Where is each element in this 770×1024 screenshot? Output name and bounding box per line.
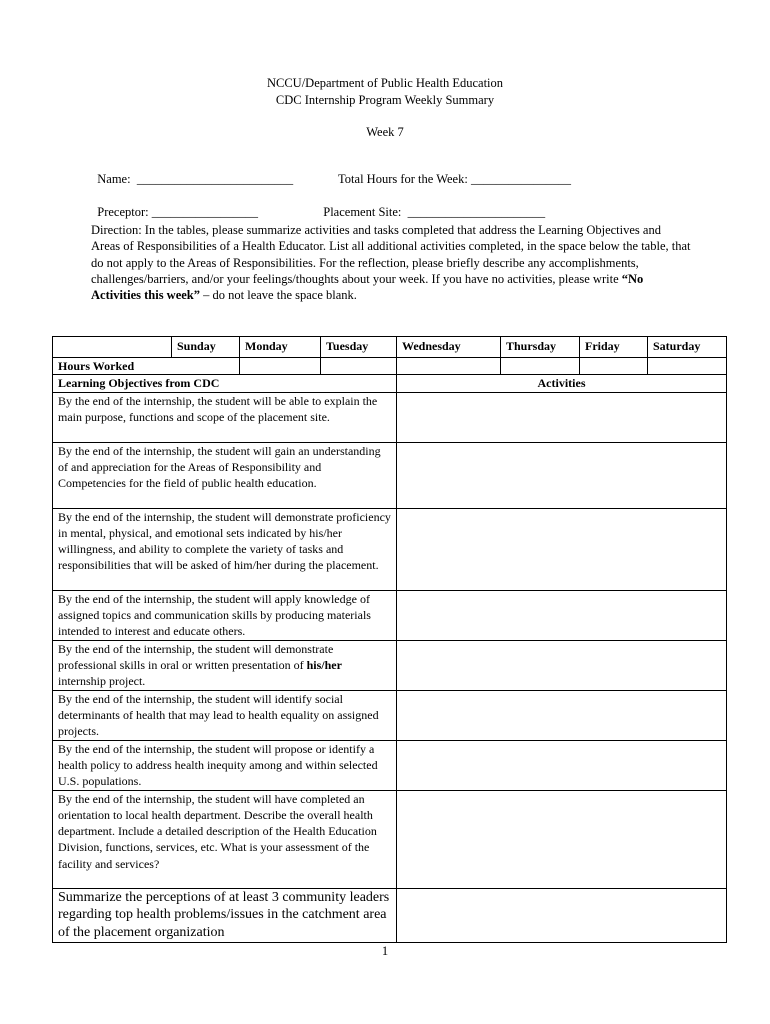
placement-site-blank[interactable]: ______________________ bbox=[407, 205, 546, 219]
objective-5-start: By the end of the internship, the student will demonstrate professional skills in oral or written presentation of bbox=[58, 641, 334, 672]
weekly-summary-table bbox=[52, 336, 727, 943]
name-field[interactable] bbox=[91, 157, 293, 187]
day-sunday: Sunday bbox=[172, 337, 240, 358]
header-line-2: CDC Internship Program Weekly Summary bbox=[275, 93, 495, 107]
activities-cell-7[interactable] bbox=[397, 740, 727, 790]
activities-cell-3[interactable] bbox=[397, 508, 727, 590]
objectives-header-row bbox=[53, 375, 727, 392]
hours-worked-label: Hours Worked bbox=[53, 358, 240, 375]
activities-cell-2[interactable] bbox=[397, 442, 727, 508]
objective-1: By the end of the internship, the student will be able to explain the main purpose, functions and scope of the placement site. bbox=[53, 392, 397, 442]
days-header-row bbox=[53, 337, 727, 358]
preceptor-blank[interactable]: _________________ bbox=[151, 205, 258, 219]
hours-tuesday-cell[interactable] bbox=[321, 358, 397, 375]
preceptor-field[interactable] bbox=[91, 190, 258, 220]
objective-row bbox=[53, 640, 727, 690]
activities-cell-6[interactable] bbox=[397, 690, 727, 740]
direction-paragraph bbox=[91, 222, 691, 303]
activities-cell-4[interactable] bbox=[397, 590, 727, 640]
objective-2: By the end of the internship, the student will gain an understanding of and appreciation for the Areas of Responsibility and Competencies for the field of public health education. bbox=[53, 442, 397, 508]
blank-header-cell bbox=[53, 337, 172, 358]
preceptor-label: Preceptor: bbox=[97, 205, 149, 219]
day-thursday: Thursday bbox=[501, 337, 580, 358]
activities-cell-8[interactable] bbox=[397, 790, 727, 888]
hours-worked-row bbox=[53, 358, 727, 375]
hours-friday-cell[interactable] bbox=[580, 358, 648, 375]
objective-3: By the end of the internship, the student will demonstrate proficiency in mental, physical, and emotional sets indicated by his/her willingness, and ability to complete the variety of tasks and responsibilities that will be asked of him/her during the placement. bbox=[53, 508, 397, 590]
hours-saturday-cell[interactable] bbox=[648, 358, 727, 375]
day-monday: Monday bbox=[240, 337, 321, 358]
day-tuesday: Tuesday bbox=[321, 337, 397, 358]
objective-5 bbox=[53, 640, 397, 690]
total-hours-field[interactable] bbox=[332, 157, 571, 187]
name-blank[interactable]: _________________________ bbox=[136, 172, 294, 186]
page-number: 1 bbox=[381, 944, 389, 958]
day-saturday: Saturday bbox=[648, 337, 727, 358]
objective-row bbox=[53, 508, 727, 590]
header-line-1: NCCU/Department of Public Health Education bbox=[266, 76, 504, 90]
placement-site-label: Placement Site: bbox=[323, 205, 402, 219]
hours-wednesday-cell[interactable] bbox=[397, 358, 501, 375]
name-label: Name: bbox=[97, 172, 131, 186]
objective-6: By the end of the internship, the student will identify social determinants of health that may lead to health equality on assigned projects. bbox=[53, 690, 397, 740]
objective-5-bold: his/her bbox=[306, 657, 342, 672]
activities-cell-1[interactable] bbox=[397, 392, 727, 442]
direction-text-end: – do not leave the space blank. bbox=[200, 288, 357, 303]
hours-monday-cell[interactable] bbox=[240, 358, 321, 375]
direction-text-bold: “No Activities this week” bbox=[91, 271, 644, 303]
objective-7: By the end of the internship, the student will propose or identify a health policy to address health inequity among and within selected U.S. populations. bbox=[53, 740, 397, 790]
week-label: Week 7 bbox=[366, 125, 404, 139]
activities-header: Activities bbox=[397, 375, 727, 392]
total-hours-blank[interactable]: ________________ bbox=[470, 172, 571, 186]
objective-row bbox=[53, 442, 727, 508]
objective-row bbox=[53, 392, 727, 442]
objective-row bbox=[53, 690, 727, 740]
objective-row bbox=[53, 740, 727, 790]
day-friday: Friday bbox=[580, 337, 648, 358]
day-wednesday: Wednesday bbox=[397, 337, 501, 358]
placement-site-field[interactable] bbox=[317, 190, 545, 220]
objective-4: By the end of the internship, the student will apply knowledge of assigned topics and communication skills by producing materials intended to interest and educate others. bbox=[53, 590, 397, 640]
activities-cell-9[interactable] bbox=[397, 888, 727, 942]
objective-5-end: internship project. bbox=[58, 674, 146, 689]
objectives-header: Learning Objectives from CDC bbox=[53, 375, 397, 392]
direction-text-start: Direction: In the tables, please summarize activities and tasks completed that address the Learning Objectives and Areas of Responsibilities of a Health Educator. List all additional activities completed, in the space below the table, that do not apply to the Areas of Responsibilities. For the reflection, please briefly describe any accomplishments, challenges/barriers, and/or your feelings/thoughts about your week. If you have no activities, please write bbox=[91, 223, 691, 286]
objective-row bbox=[53, 888, 727, 942]
objective-row bbox=[53, 790, 727, 888]
hours-thursday-cell[interactable] bbox=[501, 358, 580, 375]
activities-cell-5[interactable] bbox=[397, 640, 727, 690]
objective-row bbox=[53, 590, 727, 640]
total-hours-label: Total Hours for the Week: bbox=[338, 172, 468, 186]
objective-9: Summarize the perceptions of at least 3 community leaders regarding top health problems/issues in the catchment area of the placement organization bbox=[53, 888, 397, 942]
objective-8: By the end of the internship, the student will have completed an orientation to local health department. Describe the overall health department. Include a detailed description of the Health Education Division, functions, services, etc. What is your assessment of the facility and services? bbox=[53, 790, 397, 888]
